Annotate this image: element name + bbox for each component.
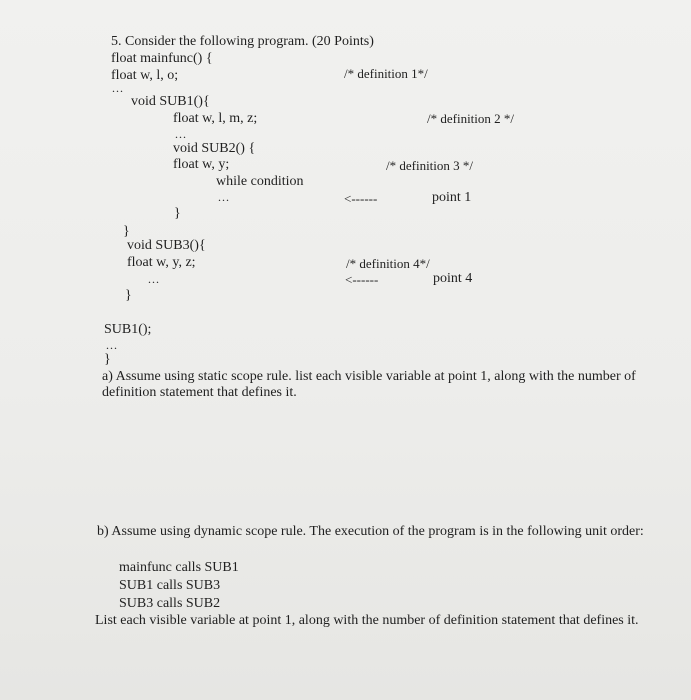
code-sub1-vars: float w, l, m, z; [173,111,258,126]
question-header: 5. Consider the following program. (20 Points) [111,34,374,49]
code-close-brace-main: } [104,352,111,367]
code-close-brace-sub2: } [174,206,181,221]
code-ellipsis: ... [218,190,230,204]
code-ellipsis: ... [106,338,118,352]
comment-definition-4: /* definition 4*/ [346,256,430,271]
code-close-brace-sub1: } [123,224,130,239]
arrow-point-4: <------ [345,272,379,287]
code-ellipsis: ... [175,127,187,141]
code-sub1-call: SUB1(); [104,322,152,337]
code-sub2-header: void SUB2() { [173,141,256,156]
arrow-point-1: <------ [344,191,378,206]
code-ellipsis: ... [148,272,160,286]
code-ellipsis: ... [112,81,124,95]
label-point-1: point 1 [432,190,472,205]
comment-definition-3: /* definition 3 */ [386,158,474,173]
code-sub3-header: void SUB3(){ [127,238,206,253]
part-b-closing: List each visible variable at point 1, along with the number of definition statement that defines it. [95,613,639,628]
part-b-intro: b) Assume using dynamic scope rule. The execution of the program is in the following unit order: [97,524,644,539]
code-sub1-header: void SUB1(){ [131,94,210,109]
execution-order-item: SUB1 calls SUB3 [119,578,221,593]
code-while-condition: while condition [216,174,304,189]
comment-definition-1: /* definition 1*/ [344,66,428,81]
part-a-question: a) Assume using static scope rule. list each visible variable at point 1, along with the number of definition statement that defines it. [102,369,636,400]
label-point-4: point 4 [433,271,473,286]
execution-order-item: SUB3 calls SUB2 [119,596,221,611]
code-close-brace-sub3: } [125,288,132,303]
comment-definition-2: /* definition 2 */ [427,111,515,126]
code-sub2-vars: float w, y; [173,157,230,172]
code-main-vars: float w, l, o; [111,68,179,83]
code-mainfunc-header: float mainfunc() { [111,51,213,66]
execution-order-item: mainfunc calls SUB1 [119,560,239,575]
code-sub3-vars: float w, y, z; [127,255,196,270]
